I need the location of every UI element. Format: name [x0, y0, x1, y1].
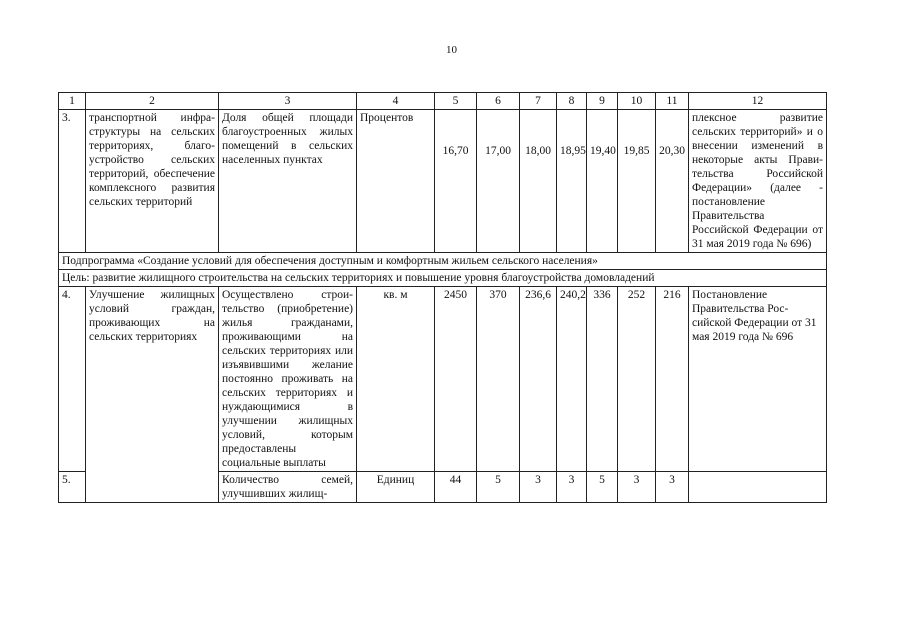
column-header: 6 — [477, 93, 520, 110]
value-cell: 44 — [435, 472, 477, 503]
value-cell: 18,95 — [557, 110, 587, 253]
value-cell: 19,85 — [618, 110, 656, 253]
event-name: Улучшение жилищных условий граждан, проживающих на сельских территориях — [86, 287, 219, 503]
unit: Процентов — [357, 110, 435, 253]
indicator-name: Осуществлено строительство (приобретение) жилья гражданами, проживающими на сельских территориях или изъявившими желание постоянно проживать на сельских территориях и нуждающимися в улучшении жилищных условий, которым предоставлены социальные выплаты — [219, 287, 357, 472]
value-cell: 16,70 — [435, 110, 477, 253]
value-cell: 3 — [520, 472, 557, 503]
row-number: 4. — [59, 287, 86, 472]
value-cell: 3 — [557, 472, 587, 503]
column-header: 9 — [587, 93, 618, 110]
column-header: 10 — [618, 93, 656, 110]
value-cell: 5 — [587, 472, 618, 503]
value-cell: 19,40 — [587, 110, 618, 253]
unit: кв. м — [357, 287, 435, 472]
column-header: 12 — [689, 93, 827, 110]
value-cell: 3 — [618, 472, 656, 503]
indicators-table — [58, 92, 827, 503]
value-cell: 5 — [477, 472, 520, 503]
page-number: 10 — [446, 44, 457, 56]
value-cell: 18,00 — [520, 110, 557, 253]
value-cell: 20,30 — [656, 110, 689, 253]
column-header: 1 — [59, 93, 86, 110]
column-header: 3 — [219, 93, 357, 110]
column-header: 4 — [357, 93, 435, 110]
indicator-name: Количество семей, улучшивших жилищ- — [219, 472, 357, 503]
column-header: 8 — [557, 93, 587, 110]
value-cell: 2450 — [435, 287, 477, 472]
subprogram-row — [59, 253, 827, 270]
value-cell: 336 — [587, 287, 618, 472]
table-row — [59, 287, 827, 472]
goal-title: Цель: развитие жилищного строительства на сельских территориях и повышение уровня благоустройства домовладений — [59, 270, 827, 287]
header-row — [59, 93, 827, 110]
value-cell: 216 — [656, 287, 689, 472]
row-number: 3. — [59, 110, 86, 253]
value-cell: 236,6 — [520, 287, 557, 472]
indicator-name: Доля общей площади благоустроенных жилых помещений в сельских населенных пунктах — [219, 110, 357, 253]
column-header: 7 — [520, 93, 557, 110]
event-name: транспортной инфраструктуры на сельских территориях, благоустройство сельских территорий, обеспечение комплексного развития сельских территорий — [86, 110, 219, 253]
value-cell: 252 — [618, 287, 656, 472]
row-number: 5. — [59, 472, 86, 503]
legal-basis — [689, 472, 827, 503]
value-cell: 17,00 — [477, 110, 520, 253]
value-cell: 370 — [477, 287, 520, 472]
table-row — [59, 110, 827, 253]
value-cell: 240,2 — [557, 287, 587, 472]
legal-basis: плексное развитие сельских территорий» и о внесении изменений в некоторые акты Правительства Российской Федерации» (далее - постановление Правительства Российской Федерации от 31 мая 2019 года № 696) — [689, 110, 827, 253]
unit: Единиц — [357, 472, 435, 503]
column-header: 2 — [86, 93, 219, 110]
goal-row — [59, 270, 827, 287]
column-header: 11 — [656, 93, 689, 110]
value-cell: 3 — [656, 472, 689, 503]
column-header: 5 — [435, 93, 477, 110]
legal-basis: Постановление Правительства Российской Федерации от 31 мая 2019 года № 696 — [689, 287, 827, 472]
subprogram-title: Подпрограмма «Создание условий для обеспечения доступным и комфортным жильем сельского населения» — [59, 253, 827, 270]
